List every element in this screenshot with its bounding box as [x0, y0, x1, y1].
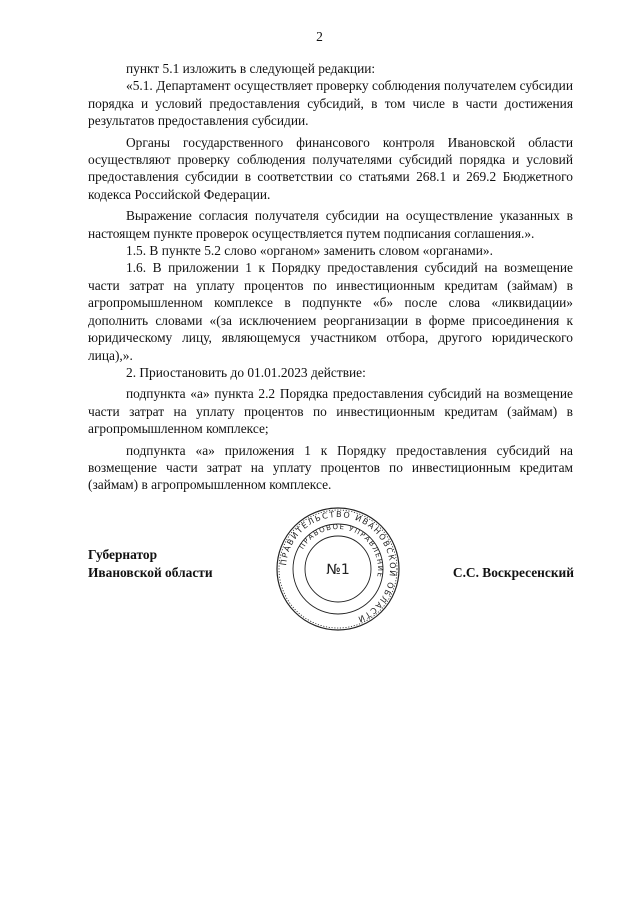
paragraph-2: «5.1. Департамент осуществляет проверку соблюдения получателем субсидии порядка и условий предоставления субсидий, в том числе в части достижения результатов предоставления субсидии.: [88, 78, 573, 129]
paragraph-6: 1.6. В приложении 1 к Порядку предоставления субсидий на возмещение части затрат на уплату процентов по инвестиционным кредитам (займам) в агропромышленном комплексе в подпункте «б» после слова «ликвидации» дополнить словами «(за исключением реорганизации в форме присоединения к юридическому лицу, являющемуся участником отбора, другого юридического лица),».: [88, 260, 573, 363]
signature-block: [88, 509, 578, 648]
signer-name: С.С. Воскресенский: [452, 565, 574, 580]
signer-position-line-1: Губернатор: [88, 547, 158, 562]
seal-inner-text: ПРАВОВОЕ УПРАВЛЕНИЕ: [297, 522, 385, 579]
paragraph-9: подпункта «а» приложения 1 к Порядку предоставления субсидий на возмещение части затрат на уплату процентов по инвестиционным кредитам (займам) в агропромышленном комплексе.: [88, 442, 573, 493]
signer-position-line-2: Ивановской области: [88, 565, 213, 580]
document-body: [88, 60, 573, 494]
paragraph-1: пункт 5.1 изложить в следующей редакции:: [126, 61, 376, 76]
signer-position: [88, 546, 213, 582]
paragraph-5: 1.5. В пункте 5.2 слово «органом» заменить словом «органами».: [126, 243, 493, 259]
paragraph-7: 2. Приостановить до 01.01.2023 действие:: [126, 364, 366, 380]
seal-outer-text: ПРАВИТЕЛЬСТВО ИВАНОВСКОЙ ОБЛАСТИ: [279, 509, 398, 625]
paragraph-4: Выражение согласия получателя субсидии на осуществление указанных в настоящем пункте проверок осуществляется путем подписания соглашения.».: [88, 208, 573, 241]
seal-number: №1: [326, 562, 350, 578]
page-number: 2: [316, 29, 323, 44]
paragraph-3: Органы государственного финансового контроля Ивановской области осуществляют проверку соблюдения получателями субсидий порядка и условий предоставления субсидии в соответствии со статьями 268.1 и 269.2 Бюджетного кодекса Российской Федерации.: [88, 134, 573, 202]
paragraph-8: подпункта «а» пункта 2.2 Порядка предоставления субсидий на возмещение части затрат на уплату процентов по инвестиционным кредитам (займам) в агропромышленном комплексе;: [88, 386, 573, 437]
official-seal-stamp: [275, 506, 401, 632]
